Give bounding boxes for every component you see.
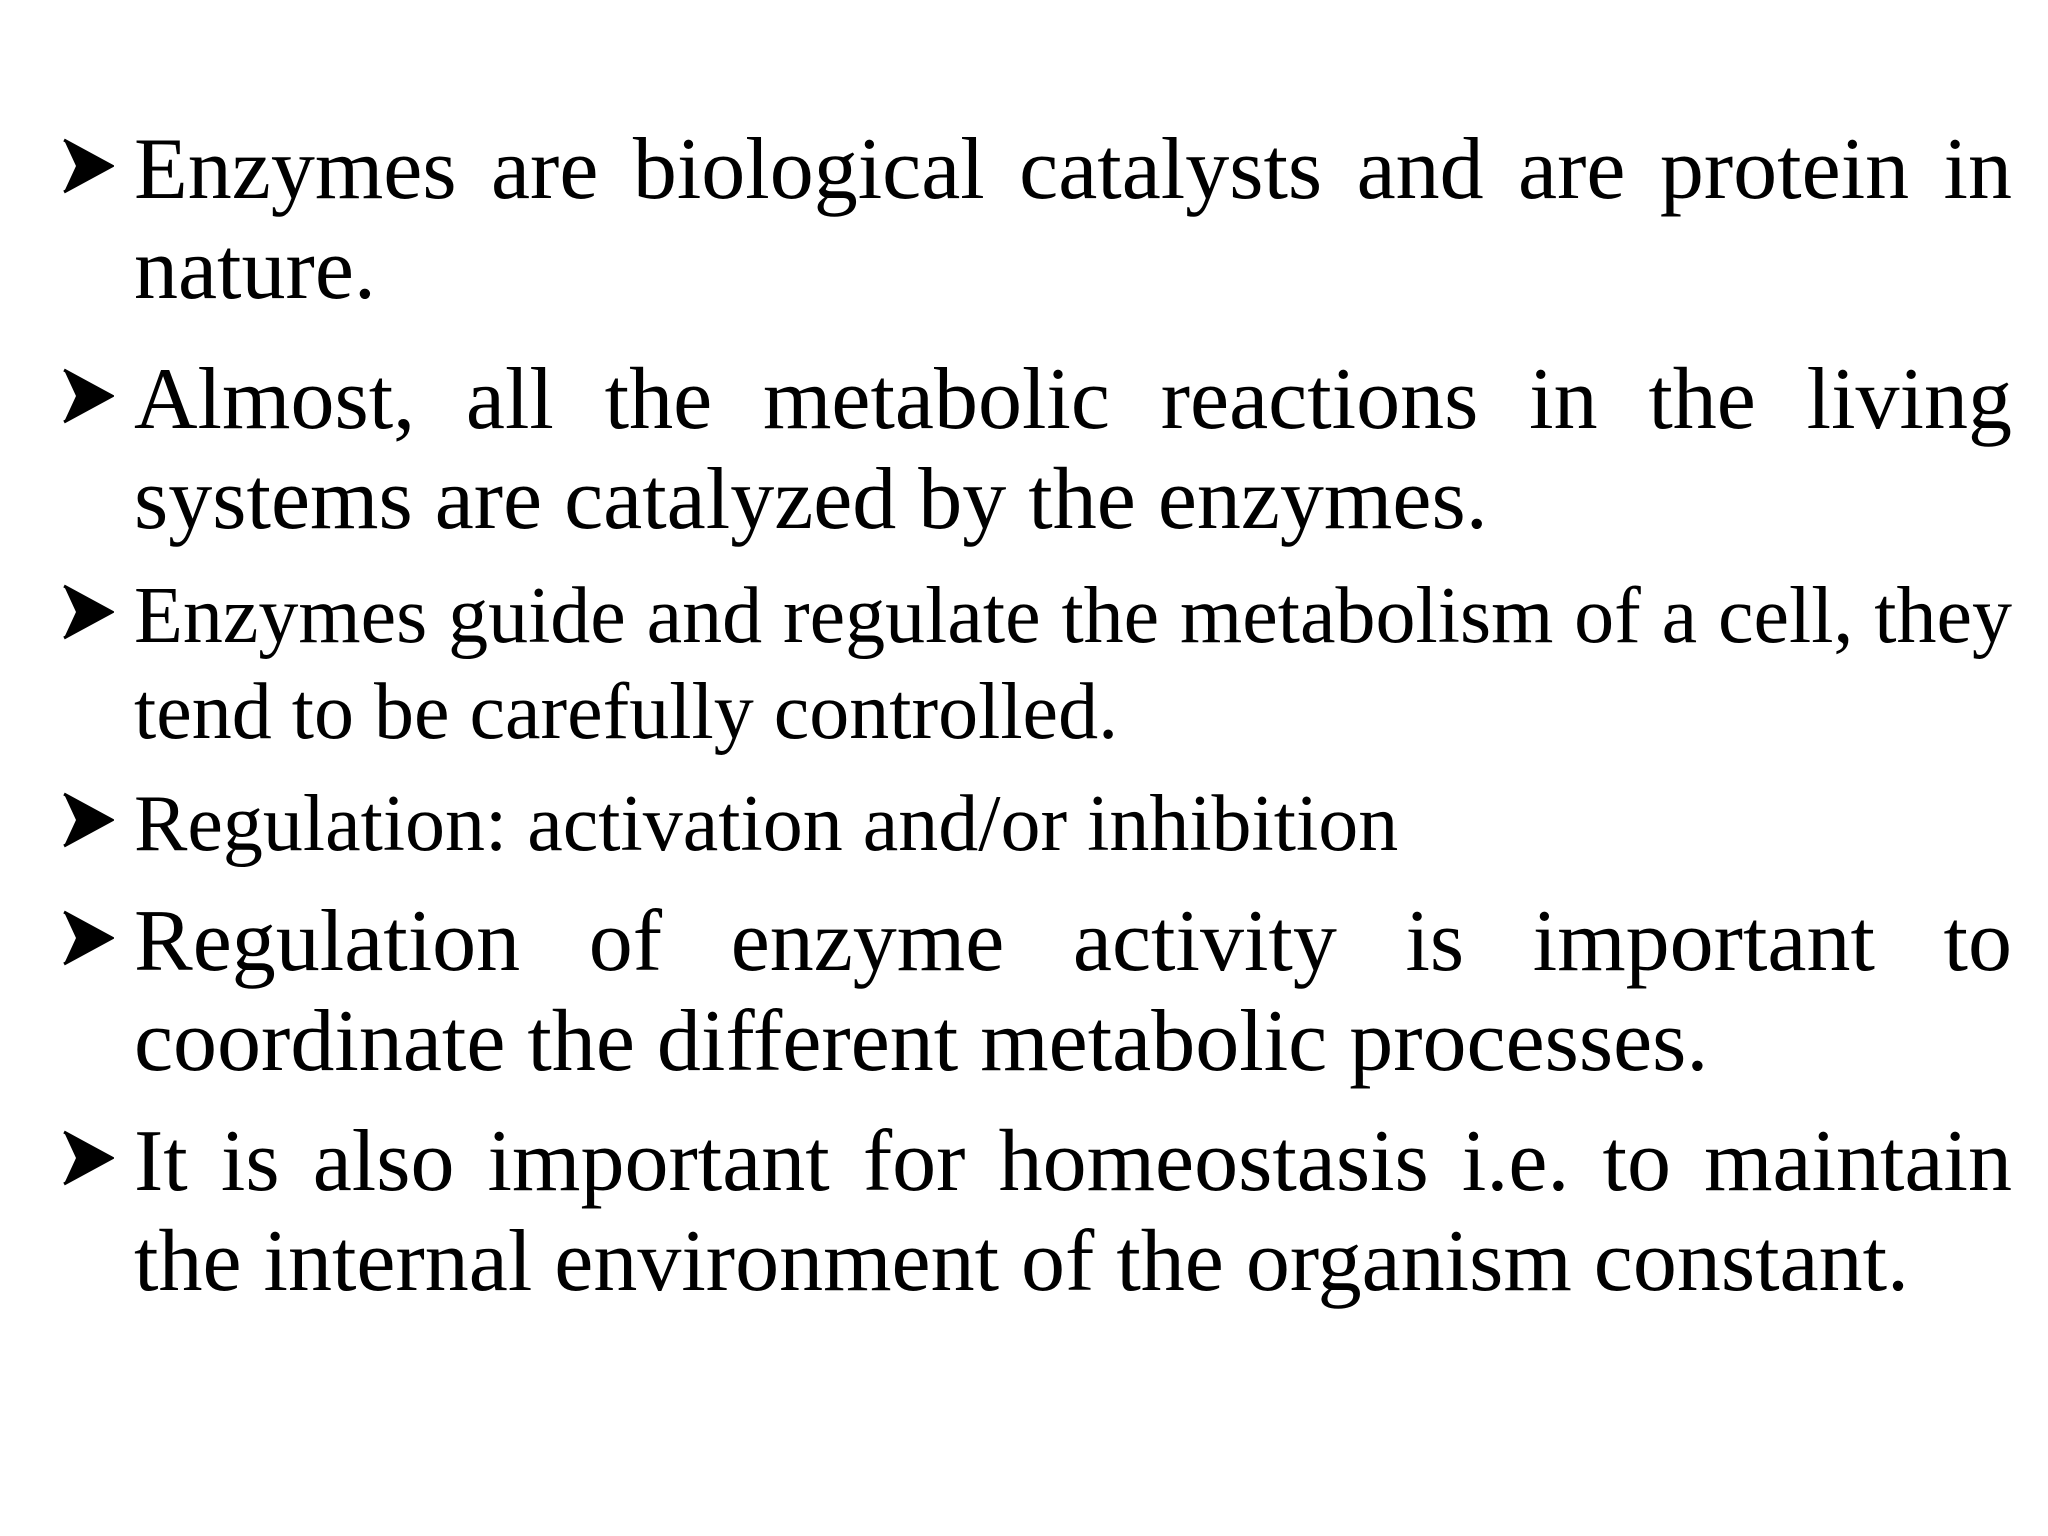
arrowhead-bullet-icon <box>62 908 114 968</box>
bullet-text: It is also important for homeostasis i.e. to maintain the internal environment of the organism constant. <box>134 1113 2012 1310</box>
bullet-text: Almost, all the metabolic reactions in the living systems are catalyzed by the enzymes. <box>134 351 2012 548</box>
arrowhead-bullet-icon <box>62 366 114 426</box>
bullet-item <box>62 776 2012 872</box>
bullet-list <box>62 120 2012 1312</box>
bullet-item <box>62 1112 2012 1312</box>
arrowhead-bullet-icon <box>62 582 114 642</box>
bullet-text: Enzymes guide and regulate the metabolism of a cell, they tend to be carefully controlled. <box>134 572 2012 756</box>
bullet-item <box>62 350 2012 550</box>
arrowhead-bullet-icon <box>62 1128 114 1188</box>
arrowhead-bullet-icon <box>62 136 114 196</box>
bullet-item <box>62 892 2012 1092</box>
bullet-item <box>62 120 2012 320</box>
bullet-text: Enzymes are biological catalysts and are protein in nature. <box>134 121 2012 318</box>
bullet-text: Regulation of enzyme activity is important to coordinate the different metabolic processes. <box>134 893 2012 1090</box>
arrowhead-bullet-icon <box>62 790 114 850</box>
bullet-item <box>62 568 2012 760</box>
bullet-text: Regulation: activation and/or inhibition <box>134 780 1399 868</box>
